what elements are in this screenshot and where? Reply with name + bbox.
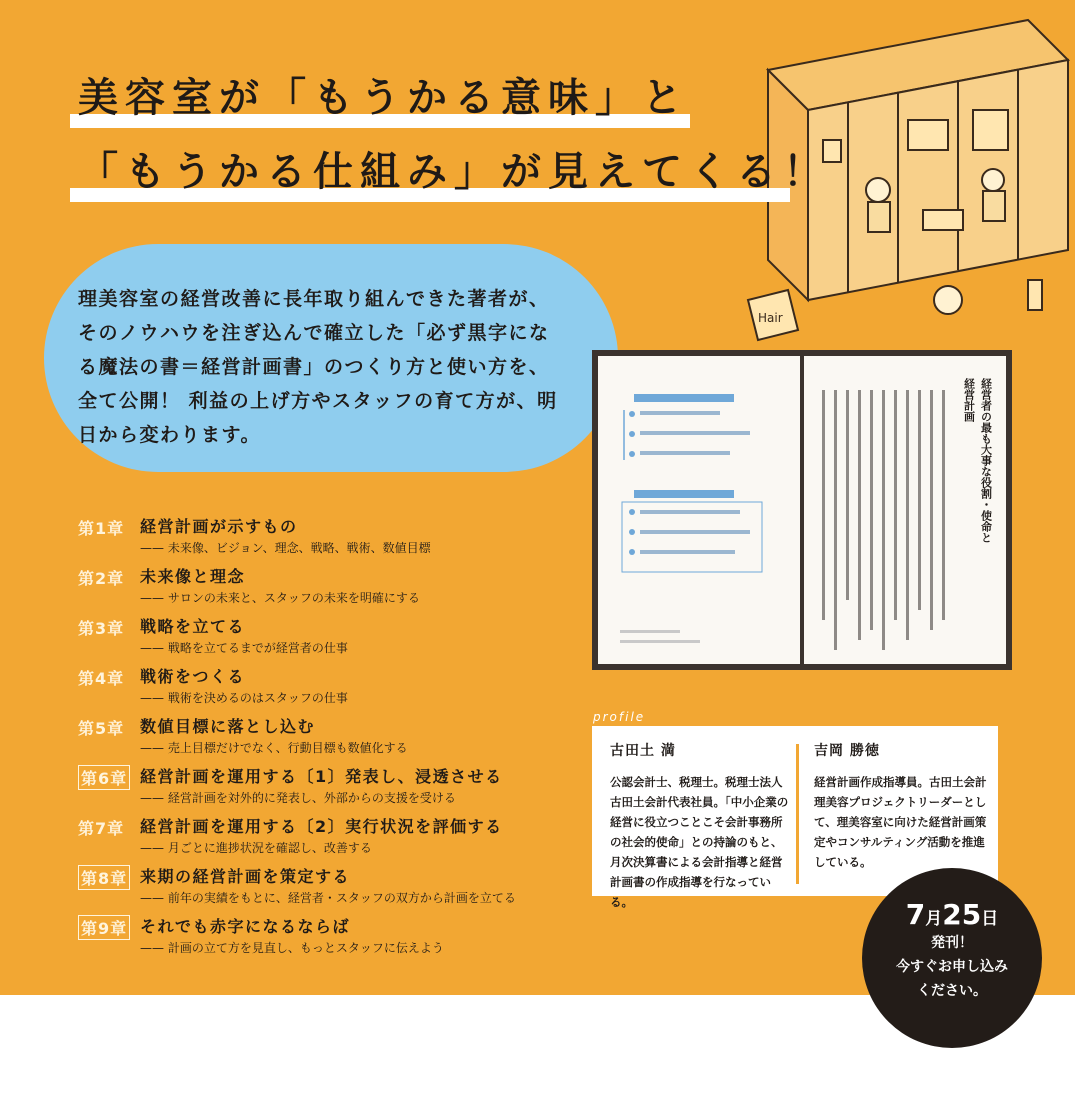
chapter-item — [78, 512, 578, 562]
chapter-badge: 第6章 — [78, 765, 130, 790]
chapter-badge: 第7章 — [78, 819, 125, 838]
book-spread-image — [592, 350, 1012, 670]
author-profile-1 — [610, 740, 790, 912]
chapter-title: 来期の経営計画を策定する — [140, 867, 351, 886]
chapter-subtitle: —— 未来像、ビジョン、理念、戦略、戦術、数値目標 — [140, 539, 431, 556]
chapter-title: 未来像と理念 — [140, 567, 246, 586]
chapter-item — [78, 712, 578, 762]
intro-text: 理美容室の経営改善に長年取り組んできた著者が、そのノウハウを注ぎ込んで確立した「必ず黒字になる魔法の書＝経営計画書」のつくり方と使い方を、全て公開！ 利益の上げ方やスタッフの育て方が、明日から変わります。 — [78, 288, 558, 446]
chapter-subtitle: —— 戦略を立てるまでが経営者の仕事 — [140, 639, 348, 656]
profile-divider — [796, 744, 799, 884]
release-month: 7 — [905, 898, 926, 931]
release-month-unit: 月 — [925, 909, 943, 929]
chapter-item — [78, 662, 578, 712]
profile-label: profile — [593, 710, 646, 724]
author-name: 吉岡 勝徳 — [814, 743, 880, 759]
headline-line-2 — [78, 149, 830, 195]
author-bio: 公認会計士、税理士。税理士法人古田土会計代表社員。「中小企業の経営に役立つことこそ会計事務所の社会的使命」との持論のもと、月次決算書による会計指導と経営計画書の作成指導を行なっている。 — [610, 775, 789, 909]
chapter-badge: 第9章 — [78, 915, 130, 940]
chapter-item — [78, 562, 578, 612]
release-line: ください。 — [917, 983, 987, 999]
author-profile-2 — [814, 740, 994, 872]
release-badge — [862, 868, 1042, 1048]
chapter-badge: 第3章 — [78, 619, 125, 638]
chapter-subtitle: —— 計画の立て方を見直し、もっとスタッフに伝えよう — [140, 939, 444, 956]
chapter-title: 経営計画を運用する〔1〕発表し、浸透させる — [140, 767, 503, 786]
chapter-title: 経営計画が示すもの — [140, 517, 298, 536]
chapter-badge: 第5章 — [78, 719, 125, 738]
chapter-list — [78, 512, 578, 962]
svg-text:Hair: Hair — [758, 311, 783, 325]
release-line: 今すぐお申し込み — [896, 959, 1008, 975]
headline-line-1 — [78, 75, 689, 121]
headline-text-2: 「もうかる仕組み」が見えてくる！ — [78, 149, 830, 195]
chapter-subtitle: —— サロンの未来と、スタッフの未来を明確にする — [140, 589, 420, 606]
author-bio: 経営計画作成指導員。古田土会計理美容プロジェクトリーダーとして、理美容室に向けた経営計画策定やコンサルティング活動を推進している。 — [814, 775, 987, 869]
chapter-title: 数値目標に落とし込む — [140, 717, 316, 736]
chapter-title: 戦略を立てる — [140, 617, 246, 636]
release-line: 発刊！ — [931, 935, 973, 951]
chapter-subtitle: —— 月ごとに進捗状況を確認し、改善する — [140, 839, 372, 856]
headline-text-1: 美容室が「もうかる意味」と — [78, 75, 689, 121]
book-vertical-title-2: 経営計画 — [962, 378, 976, 422]
chapter-title: 戦術をつくる — [140, 667, 246, 686]
chapter-subtitle: —— 戦術を決めるのはスタッフの仕事 — [140, 689, 348, 706]
chapter-item — [78, 762, 578, 812]
release-date — [862, 898, 1042, 931]
chapter-title: 経営計画を運用する〔2〕実行状況を評価する — [140, 817, 503, 836]
book-vertical-title-1: 経営者の最も大事な役割・使命と — [979, 378, 993, 543]
chapter-subtitle: —— 経営計画を対外的に発表し、外部からの支援を受ける — [140, 789, 456, 806]
chapter-subtitle: —— 売上目標だけでなく、行動目標も数値化する — [140, 739, 408, 756]
chapter-badge: 第4章 — [78, 669, 125, 688]
chapter-item — [78, 912, 578, 962]
chapter-badge: 第8章 — [78, 865, 130, 890]
chapter-subtitle: —— 前年の実績をもとに、経営者・スタッフの双方から計画を立てる — [140, 889, 516, 906]
chapter-badge: 第2章 — [78, 569, 125, 588]
release-day-unit: 日 — [981, 909, 999, 929]
chapter-item — [78, 862, 578, 912]
chapter-title: それでも赤字になるならば — [140, 917, 351, 936]
release-day: 25 — [942, 898, 982, 931]
chapter-badge: 第1章 — [78, 519, 125, 538]
chapter-item — [78, 612, 578, 662]
chapter-item — [78, 812, 578, 862]
author-name: 古田土 満 — [610, 743, 676, 759]
